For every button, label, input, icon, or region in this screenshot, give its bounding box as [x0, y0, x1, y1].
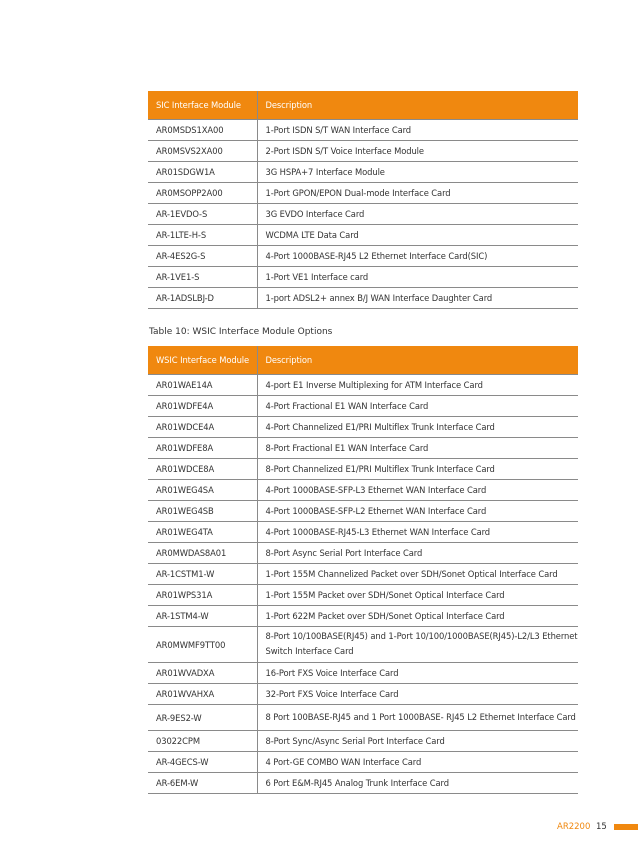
module-code-cell: AR-4ES2G-S: [148, 246, 257, 267]
module-code-cell: AR01WEG4SB: [148, 501, 257, 522]
description-cell: 4-Port 1000BASE-RJ45 L2 Ethernet Interface Card(SIC): [257, 246, 578, 267]
module-code-cell: AR01WDFE4A: [148, 396, 257, 417]
module-code-cell: 03022CPM: [148, 731, 257, 752]
module-code-cell: AR-6EM-W: [148, 773, 257, 794]
table-row: [148, 183, 578, 204]
module-code-cell: AR0MSOPP2A00: [148, 183, 257, 204]
module-code-cell: AR0MSDS1XA00: [148, 120, 257, 141]
description-cell: 16-Port FXS Voice Interface Card: [257, 663, 578, 684]
description-cell: 8-Port Channelized E1/PRI Multiflex Trunk Interface Card: [257, 459, 578, 480]
module-code-cell: AR-1STM4-W: [148, 606, 257, 627]
table-row: [148, 480, 578, 501]
description-cell: 4-Port 1000BASE-SFP-L2 Ethernet WAN Interface Card: [257, 501, 578, 522]
description-cell: 4-Port 1000BASE-RJ45-L3 Ethernet WAN Interface Card: [257, 522, 578, 543]
table-row: [148, 564, 578, 585]
table-row: [148, 375, 578, 396]
column-header-description: Description: [257, 91, 578, 120]
description-cell: 8-Port Async Serial Port Interface Card: [257, 543, 578, 564]
table-row: [148, 773, 578, 794]
table-row: [148, 606, 578, 627]
module-code-cell: AR01WVAHXA: [148, 684, 257, 705]
description-cell: 4-Port Fractional E1 WAN Interface Card: [257, 396, 578, 417]
description-cell: 3G HSPA+7 Interface Module: [257, 162, 578, 183]
description-cell: 8 Port 100BASE-RJ45 and 1 Port 1000BASE- RJ45 L2 Ethernet Interface Card: [257, 705, 578, 731]
description-cell: 1-port ADSL2+ annex B/J WAN Interface Daughter Card: [257, 288, 578, 309]
table-row: [148, 522, 578, 543]
table-row: [148, 501, 578, 522]
description-cell: 1-Port VE1 Interface card: [257, 267, 578, 288]
table-row: [148, 288, 578, 309]
table-row: [148, 162, 578, 183]
description-cell: 1-Port GPON/EPON Dual-mode Interface Card: [257, 183, 578, 204]
description-cell: 1-Port ISDN S/T WAN Interface Card: [257, 120, 578, 141]
description-cell: 4-port E1 Inverse Multiplexing for ATM Interface Card: [257, 375, 578, 396]
module-code-cell: AR01WEG4TA: [148, 522, 257, 543]
wsic-interface-table: [148, 346, 578, 794]
module-code-cell: AR0MWMF9TT00: [148, 627, 257, 663]
description-cell: 8-Port Sync/Async Serial Port Interface Card: [257, 731, 578, 752]
module-code-cell: AR-1EVDO-S: [148, 204, 257, 225]
sic-interface-table: [148, 91, 578, 309]
table-row: [148, 663, 578, 684]
description-cell: 1-Port 155M Packet over SDH/Sonet Optical Interface Card: [257, 585, 578, 606]
table-row: [148, 120, 578, 141]
page-number: 15: [596, 822, 607, 832]
table-row: [148, 246, 578, 267]
description-cell: 32-Port FXS Voice Interface Card: [257, 684, 578, 705]
column-header-description: Description: [257, 346, 578, 375]
table-row: [148, 225, 578, 246]
module-code-cell: AR-9ES2-W: [148, 705, 257, 731]
column-header-module: SIC Interface Module: [148, 91, 257, 120]
column-header-module: WSIC Interface Module: [148, 346, 257, 375]
description-cell: 8-Port Fractional E1 WAN Interface Card: [257, 438, 578, 459]
module-code-cell: AR-1LTE-H-S: [148, 225, 257, 246]
description-cell: 3G EVDO Interface Card: [257, 204, 578, 225]
table-row: [148, 141, 578, 162]
module-code-cell: AR01WDCE8A: [148, 459, 257, 480]
module-code-cell: AR01WAE14A: [148, 375, 257, 396]
table-row: [148, 417, 578, 438]
module-code-cell: AR01WVADXA: [148, 663, 257, 684]
module-code-cell: AR01WDCE4A: [148, 417, 257, 438]
table-row: [148, 752, 578, 773]
table-row: [148, 731, 578, 752]
module-code-cell: AR-1VE1-S: [148, 267, 257, 288]
description-cell: 1-Port 622M Packet over SDH/Sonet Optical Interface Card: [257, 606, 578, 627]
module-code-cell: AR01WEG4SA: [148, 480, 257, 501]
module-code-cell: AR01WDFE8A: [148, 438, 257, 459]
table-header-row: [148, 91, 578, 120]
table-row: [148, 543, 578, 564]
table-row: [148, 684, 578, 705]
module-code-cell: AR-1CSTM1-W: [148, 564, 257, 585]
description-cell: 4-Port Channelized E1/PRI Multiflex Trunk Interface Card: [257, 417, 578, 438]
description-cell: 4 Port-GE COMBO WAN Interface Card: [257, 752, 578, 773]
table-caption: Table 10: WSIC Interface Module Options: [149, 327, 333, 337]
table-row: [148, 396, 578, 417]
table-row: [148, 459, 578, 480]
table-row: [148, 705, 578, 731]
module-code-cell: AR-1ADSLBJ-D: [148, 288, 257, 309]
description-cell: WCDMA LTE Data Card: [257, 225, 578, 246]
table-row: [148, 585, 578, 606]
description-cell: 2-Port ISDN S/T Voice Interface Module: [257, 141, 578, 162]
module-code-cell: AR0MWDAS8A01: [148, 543, 257, 564]
module-code-cell: AR01WPS31A: [148, 585, 257, 606]
description-cell: 1-Port 155M Channelized Packet over SDH/Sonet Optical Interface Card: [257, 564, 578, 585]
footer-accent-bar: [614, 824, 638, 830]
table-row: [148, 438, 578, 459]
module-code-cell: AR-4GECS-W: [148, 752, 257, 773]
description-cell: 8-Port 10/100BASE(RJ45) and 1-Port 10/100/1000BASE(RJ45)-L2/L3 Ethernet Switch Interface Card: [257, 627, 578, 663]
table-row: [148, 204, 578, 225]
module-code-cell: AR0MSVS2XA00: [148, 141, 257, 162]
table-row: [148, 267, 578, 288]
module-code-cell: AR01SDGW1A: [148, 162, 257, 183]
description-cell: 4-Port 1000BASE-SFP-L3 Ethernet WAN Interface Card: [257, 480, 578, 501]
description-cell: 6 Port E&M-RJ45 Analog Trunk Interface Card: [257, 773, 578, 794]
table-row: [148, 627, 578, 663]
table-header-row: [148, 346, 578, 375]
footer-product-label: AR2200: [557, 822, 591, 832]
